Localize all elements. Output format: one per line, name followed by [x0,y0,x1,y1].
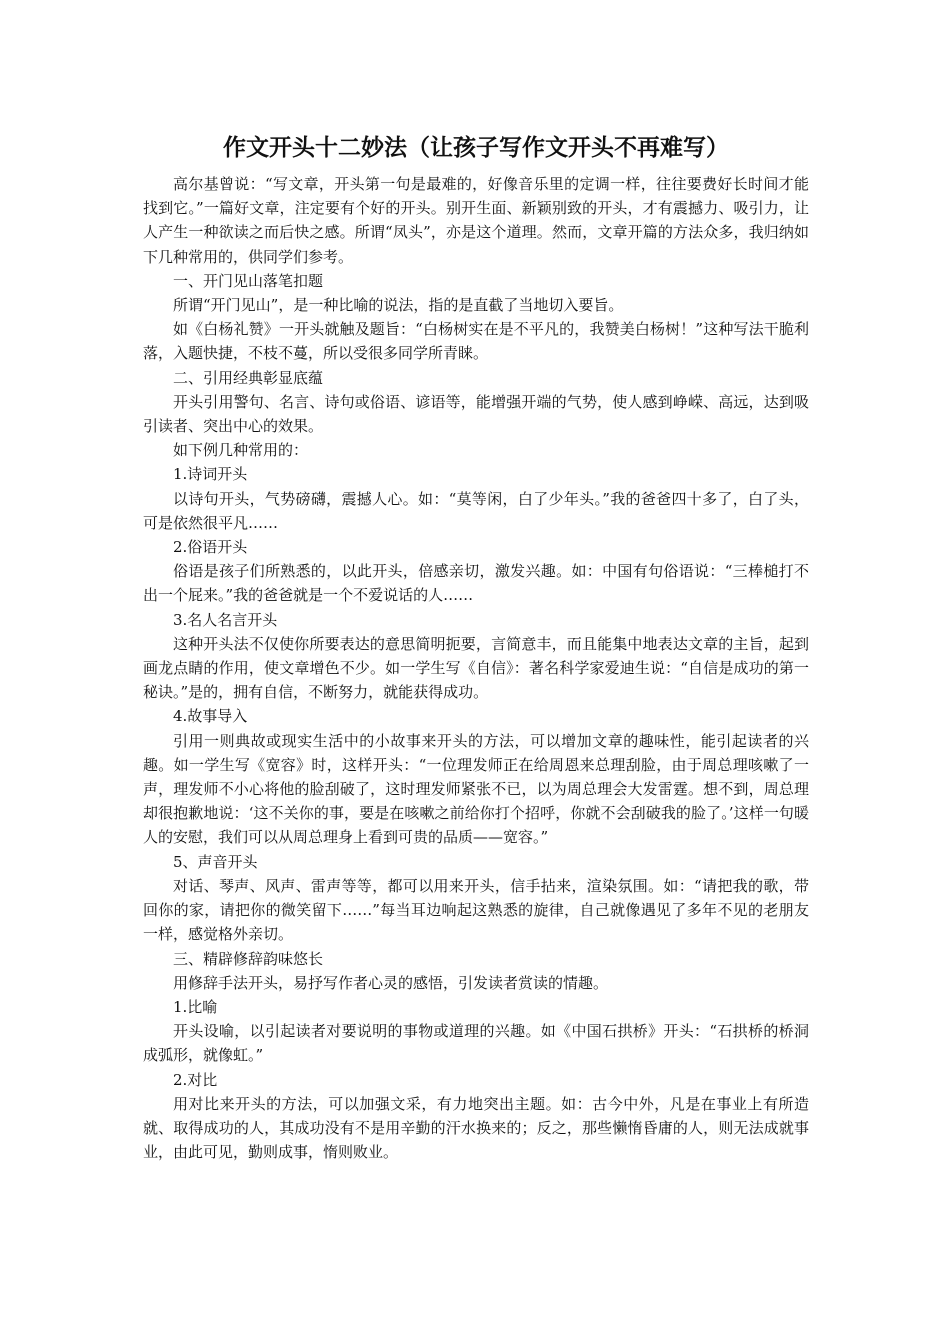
subheading-sound: 5、声音开头 [173,852,258,871]
paragraph: 用对比来开头的方法，可以加强文采，有力地突出主题。如：古今中外，凡是在事业上有所造就、取得成功的人，其成功没有不是用辛勤的汗水换来的；反之，那些懒惰昏庸的人，则无法成就事业，由此可见，勤则成事，惰则败业。 [143,1094,809,1162]
paragraph: 以诗句开头，气势磅礴，震撼人心。如：“莫等闲，白了少年头。”我的爸爸四十多了，白了头，可是依然很平凡…… [143,489,809,532]
subheading-proverb: 2.俗语开头 [173,538,248,557]
paragraph: 俗语是孩子们所熟悉的，以此开头，倍感亲切，激发兴趣。如：中国有句俗语说：“三棒槌打不出一个屁来。”我的爸爸就是一个不爱说话的人…… [143,562,809,605]
paragraph: 对话、琴声、风声、雷声等等，都可以用来开头，信手拈来，渲染氛围。如：“请把我的歌，带回你的家，请把你的微笑留下……”每当耳边响起这熟悉的旋律，自己就像遇见了多年不见的老朋友一样，感觉格外亲切。 [143,876,809,944]
paragraph: 所谓“开门见山”，是一种比喻的说法，指的是直截了当地切入要旨。 [173,296,624,315]
section-heading-1: 一、开门见山落笔扣题 [173,271,324,290]
paragraph: 如《白杨礼赞》一开头就触及题旨：“白杨树实在是不平凡的，我赞美白杨树！”这种写法干脆利落，入题快捷，不枝不蔓，所以受很多同学所青睐。 [143,320,809,363]
subheading-poetry: 1.诗词开头 [173,465,248,484]
subheading-quote: 3.名人名言开头 [173,610,278,629]
paragraph: 如下例几种常用的： [173,441,309,460]
paragraph: 用修辞手法开头，易抒写作者心灵的感悟，引发读者赏读的情趣。 [173,973,609,992]
paragraph: 开头设喻，以引起读者对要说明的事物或道理的兴趣。如《中国石拱桥》开头：“石拱桥的桥洞成弧形，就像虹。” [143,1022,809,1065]
document-page [143,128,809,1164]
paragraph-intro: 高尔基曾说：“写文章，开头第一句是最难的，好像音乐里的定调一样，往往要费好长时间才能找到它。”一篇好文章，注定要有个好的开头。别开生面、新颖别致的开头，才有震撼力、吸引力，让人产生一种欲读之而后快之感。所谓“凤头”，亦是这个道理。然而，文章开篇的方法众多，我归纳如下几种常用的，供同学们参考。 [143,175,809,266]
paragraph: 这种开头法不仅使你所要表达的意思简明扼要，言简意丰，而且能集中地表达文章的主旨，起到画龙点睛的作用，使文章增色不少。如一学生写《自信》：著名科学家爱迪生说：“自信是成功的第一秘诀。”是的，拥有自信，不断努力，就能获得成功。 [143,634,809,702]
paragraph: 引用一则典故或现实生活中的小故事来开头的方法，可以增加文章的趣味性，能引起读者的兴趣。如一学生写《宽容》时，这样开头：“一位理发师正在给周恩来总理刮脸，由于周总理咳嗽了一声，理发师不小心将他的脸刮破了，这时理发师紧张不已，以为周总理会大发雷霆。想不到，周总理却很抱歉地说：‘这不关你的事，要是在咳嗽之前给你打个招呼，你就不会刮破我的脸了。’这样一句暖人的安慰，我们可以从周总理身上看到可贵的品质——宽容。” [143,731,809,847]
section-heading-2: 二、引用经典彰显底蕴 [173,368,324,387]
subheading-story: 4.故事导入 [173,707,248,726]
section-heading-3: 三、精辟修辞韵味悠长 [173,949,324,968]
document-title: 作文开头十二妙法（让孩子写作文开头不再难写） [223,134,729,161]
paragraph: 开头引用警句、名言、诗句或俗语、谚语等，能增强开端的气势，使人感到峥嵘、高远，达到吸引读者、突出中心的效果。 [143,392,809,436]
subheading-contrast: 2.对比 [173,1070,218,1089]
subheading-metaphor: 1.比喻 [173,997,218,1016]
